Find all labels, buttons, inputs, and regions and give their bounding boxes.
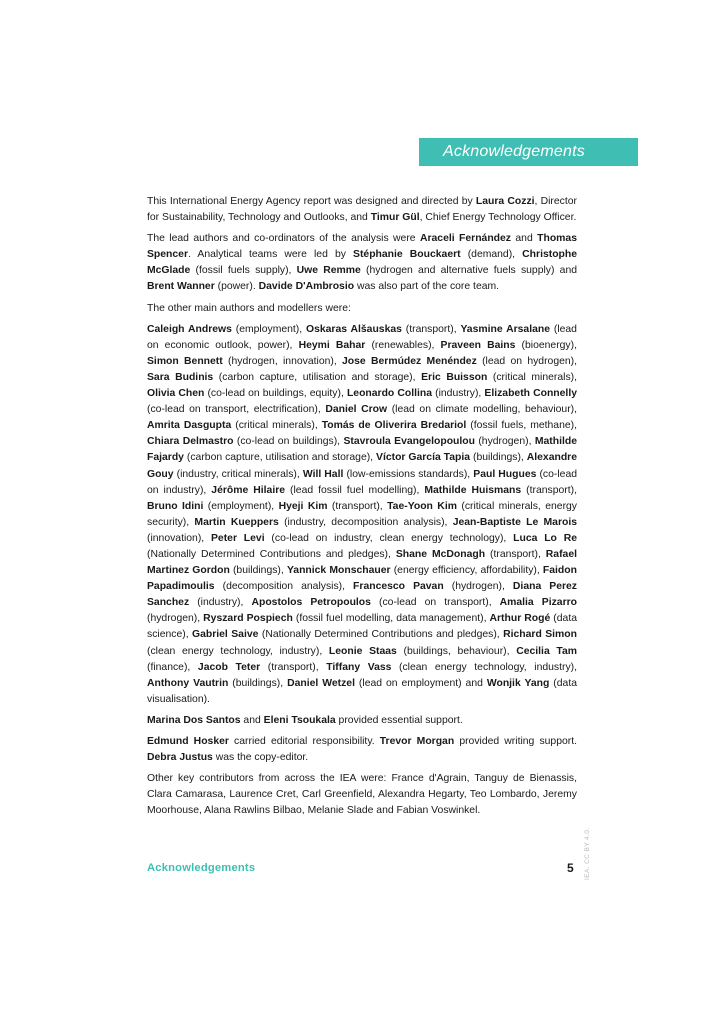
author-name: Simon Bennett xyxy=(147,355,223,367)
author-name: Martin Kueppers xyxy=(194,516,279,528)
author-name: Arthur Rogé xyxy=(489,613,551,625)
author-role: (hydrogen), xyxy=(147,613,204,625)
author-role: (critical minerals), xyxy=(231,420,322,432)
author-name: Caleigh Andrews xyxy=(147,323,232,335)
author-name: Wonjik Yang xyxy=(486,677,550,689)
intro-text: , Director for Sustainability, Technology and Outlooks, and xyxy=(147,196,577,224)
author-role: (co-lead on transport), xyxy=(370,597,500,609)
page-number: 5 xyxy=(567,861,574,875)
author-role: (co-lead on buildings), xyxy=(233,436,344,448)
support-text: and xyxy=(240,714,264,726)
author-name: Richard Simon xyxy=(503,629,577,641)
editorial-paragraph xyxy=(147,734,577,766)
leads-text: . Analytical teams were led by xyxy=(188,249,354,261)
author-role: (critical minerals), xyxy=(487,371,577,383)
author-role: (transport), xyxy=(327,500,388,512)
author-name: Oskaras Alšauskas xyxy=(306,323,402,335)
author-role: (buildings), xyxy=(228,677,288,689)
author-role: (industry), xyxy=(432,388,485,400)
person-name: Davide D'Ambrosio xyxy=(258,281,355,293)
author-name: Anthony Vautrin xyxy=(147,677,229,689)
author-role: (buildings, behaviour), xyxy=(396,645,517,657)
author-role: (employment), xyxy=(231,323,307,335)
person-name: Trevor Morgan xyxy=(379,736,455,747)
author-name: Amalia Pizarro xyxy=(499,597,577,609)
author-name: Heymi Bahar xyxy=(298,339,366,351)
author-name: Tiffany Vass xyxy=(326,661,392,673)
leads-text: (power). xyxy=(214,281,259,293)
author-role: (buildings), xyxy=(229,565,287,577)
author-name: Apostolos Petropoulos xyxy=(251,597,371,609)
author-name: Cecilia Tam xyxy=(516,645,577,657)
author-role: (industry, decomposition analysis), xyxy=(278,516,453,528)
author-name: Chiara Delmastro xyxy=(147,436,234,448)
author-name: Yasmine Arsalane xyxy=(460,323,550,335)
author-name: Shane McDonagh xyxy=(395,548,486,560)
author-name: Jérôme Hilaire xyxy=(211,484,286,496)
author-role: (Nationally Determined Contributions and pledges), xyxy=(147,548,396,560)
person-name: Marina Dos Santos xyxy=(147,714,241,726)
intro-paragraph xyxy=(147,194,577,226)
leads-text: (demand), xyxy=(460,249,523,261)
author-role: (critical minerals, energy security), xyxy=(147,500,578,528)
person-name: Brent Wanner xyxy=(147,281,215,293)
leads-text: and xyxy=(511,233,538,245)
author-role: (hydrogen), xyxy=(443,581,513,593)
author-role: (lead on economic outlook, power), xyxy=(147,323,577,351)
person-name: Christophe McGlade xyxy=(147,249,578,277)
support-text: provided essential support. xyxy=(335,714,463,726)
support-paragraph xyxy=(147,713,577,729)
author-role: (clean energy technology, industry), xyxy=(391,661,577,673)
person-name: Eleni Tsoukala xyxy=(263,714,336,726)
license-notice: IEA. CC BY 4.0. xyxy=(584,827,591,880)
author-name: Jacob Teter xyxy=(197,661,261,673)
leads-text: (hydrogen and alternative fuels supply) and xyxy=(360,265,577,277)
author-role: (buildings), xyxy=(470,452,527,464)
author-name: Faidon Papadimoulis xyxy=(147,565,577,593)
author-name: Rafael Martinez Gordon xyxy=(147,548,577,577)
person-name: Thomas Spencer xyxy=(147,233,577,261)
author-role: (energy efficiency, affordability), xyxy=(390,565,543,577)
author-role: (carbon capture, utilisation and storage), xyxy=(213,371,422,383)
person-name: Edmund Hosker xyxy=(147,736,229,747)
author-name: Peter Levi xyxy=(211,532,265,544)
editorial-text: carried editorial responsibility. xyxy=(228,736,380,747)
authors-intro: The other main authors and modellers were: xyxy=(147,302,351,314)
author-name: Diana Perez Sanchez xyxy=(147,581,577,609)
leads-text: The lead authors and co-ordinators of the analysis were xyxy=(147,233,420,245)
author-name: Leonardo Collina xyxy=(346,388,433,400)
author-name: Eric Buisson xyxy=(421,371,488,383)
acknowledgements-body xyxy=(147,194,577,824)
author-role: (innovation), xyxy=(147,532,211,544)
author-name: Daniel Wetzel xyxy=(287,677,355,689)
author-role: (low-emissions standards), xyxy=(343,468,474,480)
author-name: Olivia Chen xyxy=(147,388,205,400)
author-role: (carbon capture, utilisation and storage), xyxy=(183,452,377,464)
author-role: (employment), xyxy=(203,500,279,512)
section-title-banner xyxy=(419,138,638,166)
author-role: (transport), xyxy=(521,484,577,496)
author-name: Yannick Monschauer xyxy=(286,565,391,577)
section-title: Acknowledgements xyxy=(443,143,585,160)
person-name: Laura Cozzi xyxy=(475,196,535,207)
leads-paragraph xyxy=(147,231,577,295)
author-role: (transport), xyxy=(401,323,461,335)
author-role: (lead on climate modelling, behaviour), xyxy=(387,404,578,416)
author-role: (bioenergy), xyxy=(515,339,577,351)
author-role: (hydrogen, innovation), xyxy=(222,355,343,367)
author-name: Tomás de Oliverira Bredariol xyxy=(321,420,467,432)
contributors-paragraph: Other key contributors from across the IEA were: France d'Agrain, Tanguy de Bienassis, Clara Camarasa, Laurence Cret, Carl Greenfield, Alexandra Hegarty, Teo Lombardo, Jeremy Moorhouse, Alana Rawlins Bilbao, Melanie Slade and Fabian Voswinkel. xyxy=(147,773,577,817)
author-name: Ryszard Pospiech xyxy=(203,613,293,625)
author-name: Amrita Dasgupta xyxy=(147,420,232,432)
author-name: Will Hall xyxy=(302,468,344,480)
author-role: (lead fossil fuel modelling), xyxy=(285,484,425,496)
author-role: (finance), xyxy=(147,661,198,673)
author-name: Bruno Idini xyxy=(147,500,204,512)
author-role: (transport), xyxy=(260,661,327,673)
author-name: Stavroula Evangelopoulou xyxy=(343,436,475,448)
leads-text: (fossil fuels supply), xyxy=(190,265,297,277)
author-name: Praveen Bains xyxy=(440,339,516,351)
person-name: Timur Gül xyxy=(370,212,420,224)
author-role: (co-lead on industry), xyxy=(147,468,577,496)
author-role: (lead on hydrogen), xyxy=(476,355,578,367)
author-role: (fossil fuel modelling, data management), xyxy=(292,613,490,625)
author-name: Hyeji Kim xyxy=(278,500,328,512)
author-role: (renewables), xyxy=(365,339,441,351)
person-name: Araceli Fernández xyxy=(419,233,511,245)
intro-text: This International Energy Agency report was designed and directed by xyxy=(147,196,476,207)
author-role: (co-lead on buildings, equity), xyxy=(204,388,347,400)
author-role: (lead on employment) and xyxy=(354,677,487,689)
author-name: Leonie Staas xyxy=(328,645,397,657)
authors-paragraph xyxy=(147,322,577,708)
author-name: Tae-Yoon Kim xyxy=(387,500,457,512)
author-role: (industry, critical minerals), xyxy=(173,468,303,480)
author-role: (transport), xyxy=(485,548,546,560)
author-name: Sara Budinis xyxy=(147,371,214,383)
author-name: Daniel Crow xyxy=(325,404,388,416)
person-name: Debra Justus xyxy=(147,752,213,764)
author-role: (data science), xyxy=(147,613,577,641)
author-name: Mathilde Huismans xyxy=(424,484,522,496)
author-role: (decomposition analysis), xyxy=(214,581,354,593)
author-role: (data visualisation). xyxy=(147,677,577,705)
author-name: Francesco Pavan xyxy=(353,581,444,593)
leads-text: was also part of the core team. xyxy=(354,281,500,293)
author-name: Paul Hugues xyxy=(473,468,537,480)
author-name: Elizabeth Connelly xyxy=(484,388,577,400)
author-name: Alexandre Gouy xyxy=(147,452,577,480)
editorial-text: was the copy-editor. xyxy=(212,752,309,764)
author-role: (clean energy technology, industry), xyxy=(147,645,329,657)
intro-text: , Chief Energy Technology Officer. xyxy=(419,212,577,224)
footer-section-title: Acknowledgements xyxy=(147,862,256,874)
author-name: Luca Lo Re xyxy=(513,532,577,544)
author-name: Jean-Baptiste Le Marois xyxy=(452,516,578,528)
person-name: Stéphanie Bouckaert xyxy=(353,249,461,261)
author-role: (industry), xyxy=(189,597,252,609)
author-name: Mathilde Fajardy xyxy=(147,436,577,464)
author-role: (hydrogen), xyxy=(474,436,535,448)
author-role: (co-lead on transport, electrification), xyxy=(147,404,326,416)
editorial-text: provided writing support. xyxy=(454,736,577,747)
author-role: (co-lead on industry, clean energy technology), xyxy=(264,532,514,544)
author-name: Jose Bermúdez Menéndez xyxy=(342,355,477,367)
author-role: (fossil fuels, methane), xyxy=(466,420,577,432)
author-name: Víctor García Tapia xyxy=(376,452,471,464)
person-name: Uwe Remme xyxy=(296,265,361,277)
author-name: Gabriel Saive xyxy=(192,629,259,641)
author-role: (Nationally Determined Contributions and pledges), xyxy=(258,629,504,641)
